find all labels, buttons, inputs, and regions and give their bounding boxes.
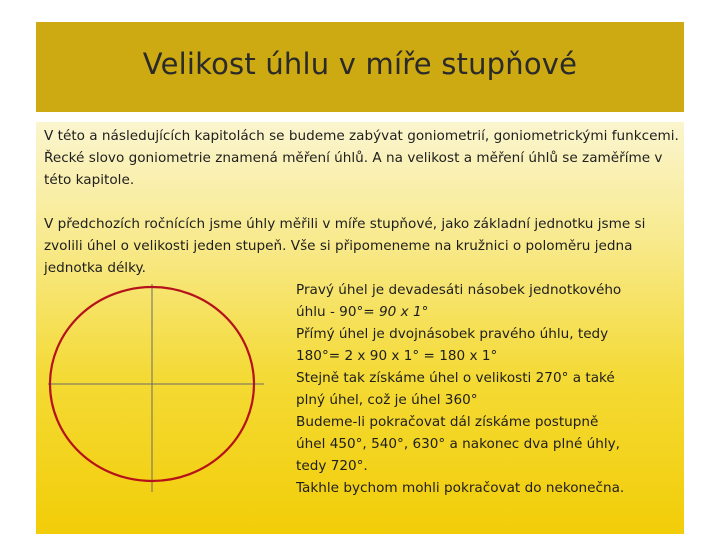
explanation-line: Pravý úhel je devadesáti násobek jednotkového (296, 282, 622, 298)
explanation-line: Přímý úhel je dvojnásobek pravého úhlu, tedy (296, 326, 609, 342)
unit-circle-diagram (44, 282, 264, 497)
explanation-line: tedy 720°. (296, 458, 368, 474)
intro-paragraph: V této a následujících kapitolách se budeme zabývat goniometrií, goniometrickými funkcemi. Řecké slovo goniometrie znamená měření úhlů. A na velikost a měření úhlů se zaměříme v této kapitole. (44, 128, 679, 188)
explanation-line: Budeme-li pokračovat dál získáme postupně (296, 414, 599, 430)
reminder-paragraph: V předchozích ročnících jsme úhly měřili v míře stupňové, jako základní jednotku jsme si zvolili úhel o velikosti jeden stupeň. Vše si připomeneme na kružnici o poloměru jedna jednotka délky. (44, 216, 646, 276)
angle-explanation (296, 279, 624, 499)
explanation-line: Stejně tak získáme úhel o velikosti 270° a také (296, 370, 615, 386)
explanation-line: úhel 450°, 540°, 630° a nakonec dva plné úhly, (296, 436, 621, 452)
explanation-line: plný úhel, což je úhel 360° (296, 392, 478, 408)
explanation-line: Takhle bychom mohli pokračovat do nekonečna. (296, 480, 625, 496)
content-box (36, 122, 684, 534)
title-bar (36, 22, 684, 112)
explanation-line-italic: 90 x 1° (378, 304, 429, 320)
unit-circle-icon (44, 282, 264, 497)
explanation-line: 180°= 2 x 90 x 1° = 180 x 1° (296, 348, 498, 364)
explanation-line (296, 301, 624, 323)
explanation-line-prefix: úhlu - 90°= (296, 304, 379, 320)
slide-title: Velikost úhlu v míře stupňové (142, 47, 578, 81)
